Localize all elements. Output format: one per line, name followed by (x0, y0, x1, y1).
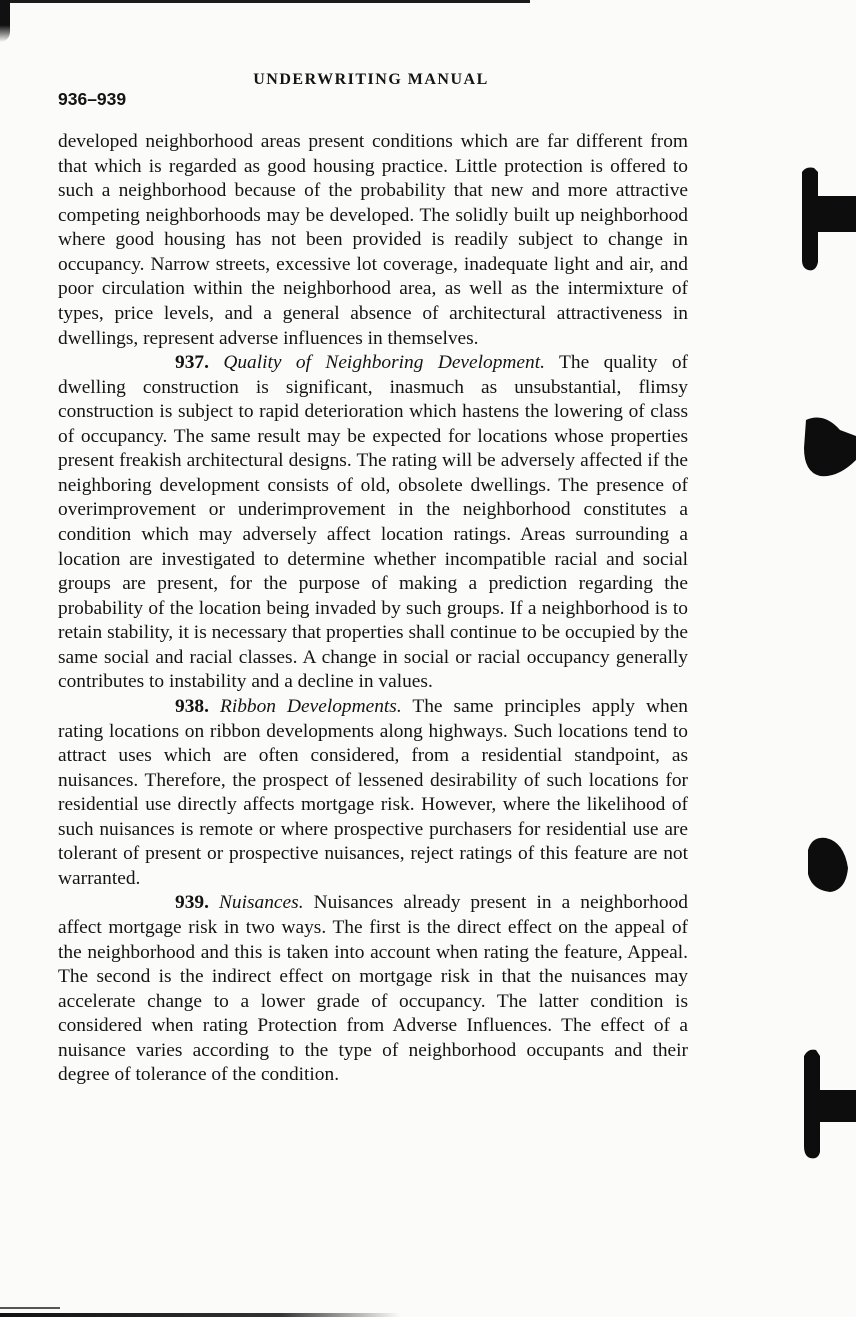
section-937 (58, 351, 688, 695)
section-text: The quality of dwelling construction is significant, inasmuch as unsubstantial, flimsy construction is subject to rapid deterioration which hastens the lowering of class of occupancy. The same result may be expected for locations whose properties present freakish architectural designs. The rating will be adversely affected if the neighboring development consists of old, obsolete dwellings. The presence of overimprovement or underimprovement in the neighborhood constitutes a condition which may adversely affect location ratings. Areas surrounding a location are investigated to determine whether incompatible racial and social groups are present, for the purpose of making a prediction regarding the probability of the location being invaded by such groups. If a neighborhood is to retain stability, it is necessary that properties shall continue to be occupied by the same social and racial classes. A change in social or racial occupancy generally contributes to instability and a decline in values. (58, 352, 688, 693)
punch-mark-lower (804, 1050, 856, 1159)
section-939 (58, 891, 688, 1088)
scan-top-edge (0, 0, 530, 3)
scan-corner-shadow (0, 0, 10, 42)
running-head: UNDERWRITING MANUAL (253, 71, 489, 88)
section-938 (58, 695, 688, 892)
scan-bottom-edge-mark (0, 1307, 60, 1309)
continuation-paragraph: developed neighborhood areas present conditions which are far different from that which is regarded as good housing practice. Little protection is offered to such a neighborhood because of the probability that new and more attractive competing neighborhoods may be developed. The solidly built up neighborhood where good housing has not been provided is readily subject to change in occupancy. Narrow streets, excessive lot coverage, inadequate light and air, and poor circulation within the neighborhood area, as well as the intermixture of types, price levels, and a general absence of architectural attractiveness in dwellings, represent adverse influences in themselves. (58, 131, 688, 349)
binder-hole-graphic (786, 0, 856, 1317)
section-range: 936–939 (58, 89, 127, 109)
section-text: Nuisances already present in a neighborhood affect mortgage risk in two ways. The first is the direct effect on the appeal of the neighborhood and this is taken into account when rating the feature, Appeal. The second is the indirect effect on mortgage risk in that the nuisances may accelerate change to a lower grade of occupancy. The latter condition is considered when rating Protection from Adverse Influences. The effect of a nuisance varies according to the type of neighborhood occupants and their degree of tolerance of the condition. (58, 892, 688, 1086)
section-text: The same principles apply when rating locations on ribbon developments along highways. Such locations tend to attract uses which are often considered, from a residential standpoint, as nuisances. Therefore, the prospect of lessened desirability of such locations for residential use directly affects mortgage risk. However, where the likelihood of such nuisances is remote or where prospective purchasers for residential use are tolerant of present or prospective nuisances, reject ratings of this feature are not warranted. (58, 695, 688, 889)
section-title: Ribbon Developments. (219, 695, 402, 717)
body-text (58, 130, 688, 1088)
scan-bottom-edge (0, 1313, 400, 1317)
section-number: 939. (175, 892, 209, 914)
punch-mark-round-1 (804, 418, 856, 477)
section-number: 937. (175, 352, 209, 374)
binder-hole-marks (786, 0, 856, 1317)
punch-mark-round-2 (808, 838, 848, 892)
section-title: Quality of Neighboring Development. (223, 352, 545, 374)
section-number: 938. (175, 695, 209, 717)
punch-mark-upper (802, 168, 856, 271)
section-title: Nuisances. (218, 892, 304, 914)
